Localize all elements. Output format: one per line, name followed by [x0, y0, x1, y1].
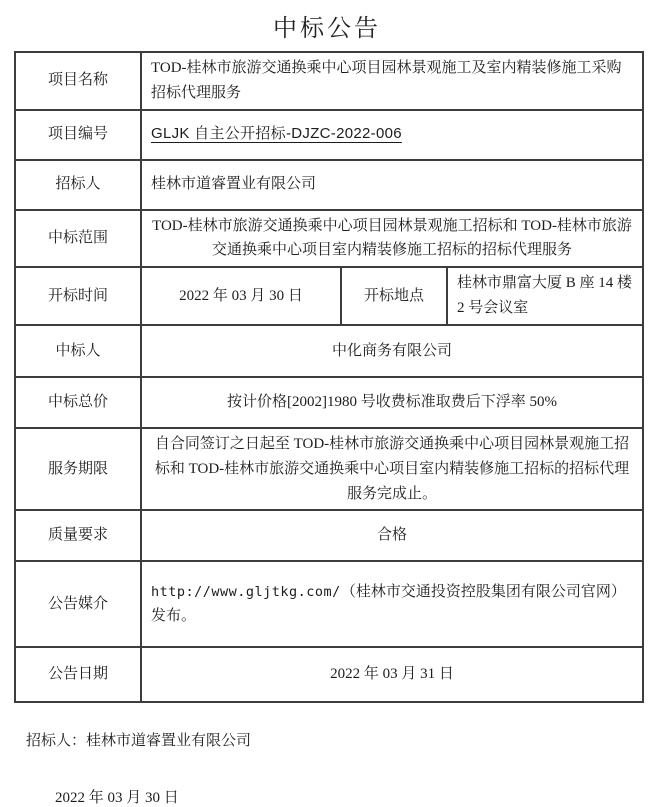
project-name-value: TOD-桂林市旅游交通换乘中心项目园林景观施工及室内精装修施工采购招标代理服务	[141, 52, 643, 110]
table-row-award-scope	[15, 210, 643, 268]
project-name-label: 项目名称	[15, 52, 141, 110]
table-row-bid-opening	[15, 267, 643, 325]
table-row-winner	[15, 325, 643, 377]
quality-requirement-value: 合格	[141, 510, 643, 561]
table-row-total-price	[15, 377, 643, 428]
scanned-announcement-page	[0, 8, 654, 807]
total-price-label: 中标总价	[15, 377, 141, 428]
winner-value: 中化商务有限公司	[141, 325, 643, 377]
announcement-table	[14, 51, 644, 703]
table-row-announcement-date	[15, 647, 643, 702]
bid-opening-place-label: 开标地点	[341, 267, 447, 325]
bid-opening-time-label: 开标时间	[15, 267, 141, 325]
award-scope-label: 中标范围	[15, 210, 141, 268]
announcement-media-url: http://www.gljtkg.com/	[151, 583, 341, 600]
tenderer-label: 招标人	[15, 160, 141, 210]
page-title: 中标公告	[273, 16, 381, 42]
announcement-date-value: 2022 年 03 月 31 日	[141, 647, 643, 702]
table-row-announcement-media	[15, 561, 643, 647]
footer-date-signature: 2022 年 03 月 30 日	[55, 790, 179, 807]
bid-opening-place-value: 桂林市鼎富大厦 B 座 14 楼 2 号会议室	[447, 267, 643, 325]
announcement-media-value	[141, 561, 643, 647]
project-number-cell	[141, 110, 643, 160]
tenderer-value: 桂林市道睿置业有限公司	[141, 160, 643, 210]
award-scope-value: TOD-桂林市旅游交通换乘中心项目园林景观施工招标和 TOD-桂林市旅游交通换乘中心项目室内精装修施工招标的招标代理服务	[141, 210, 643, 268]
table-row-project-name	[15, 52, 643, 110]
quality-requirement-label: 质量要求	[15, 510, 141, 561]
service-period-value: 自合同签订之日起至 TOD-桂林市旅游交通换乘中心项目园林景观施工招标和 TOD-桂林市旅游交通换乘中心项目室内精装修施工招标的招标代理服务完成止。	[141, 428, 643, 510]
service-period-label: 服务期限	[15, 428, 141, 510]
announcement-media-label: 公告媒介	[15, 561, 141, 647]
announcement-date-label: 公告日期	[15, 647, 141, 702]
announcement-media-suffix: （桂林市交通投资控股集团有限公司官网）发布。	[151, 583, 626, 625]
winner-label: 中标人	[15, 325, 141, 377]
table-row-service-period	[15, 428, 643, 510]
table-row-tenderer	[15, 160, 643, 210]
project-number-label: 项目编号	[15, 110, 141, 160]
table-row-project-number	[15, 110, 643, 160]
project-number-value: GLJK 自主公开招标-DJZC-2022-006	[151, 125, 402, 143]
table-row-quality-requirement	[15, 510, 643, 561]
footer-tenderer-signature: 招标人：桂林市道睿置业有限公司	[26, 733, 252, 750]
bid-opening-time-value: 2022 年 03 月 30 日	[141, 267, 341, 325]
total-price-value: 按计价格[2002]1980 号收费标准取费后下浮率 50%	[141, 377, 643, 428]
